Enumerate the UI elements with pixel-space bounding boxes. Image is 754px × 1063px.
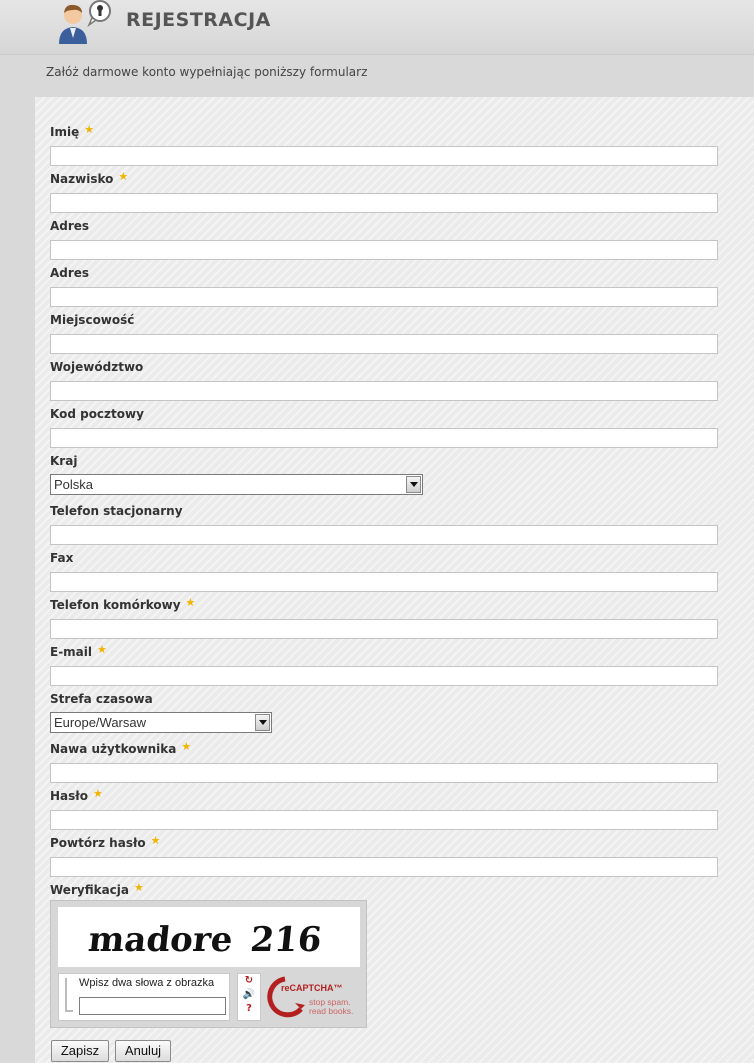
address-1-input[interactable] [50,240,718,260]
svg-text:stop spam.: stop spam. [309,997,351,1007]
required-star-icon: ★ [185,596,196,609]
recaptcha-logo [267,975,363,1021]
password-repeat-input[interactable] [50,857,718,877]
field-label: Adres [50,266,90,280]
bracket-decoration [65,978,73,1012]
field-first-name [50,123,718,166]
last-name-input[interactable] [50,193,718,213]
field-label: Kraj [50,454,78,468]
dropdown-arrow-icon[interactable] [406,476,421,493]
country-select[interactable] [50,474,423,495]
required-star-icon: ★ [150,834,161,847]
save-button[interactable]: Zapisz [51,1040,109,1062]
captcha-controls [237,973,261,1021]
refresh-icon[interactable]: ↻ [244,975,254,986]
mobile-input[interactable] [50,619,718,639]
field-password [50,787,718,830]
field-label: Kod pocztowy [50,407,144,421]
required-star-icon: ★ [92,787,103,800]
field-last-name [50,170,718,213]
page-subtitle: Załóż darmowe konto wypełniając poniższy formularz [46,65,368,79]
page-title: REJESTRACJA [126,9,271,31]
password-input[interactable] [50,810,718,830]
field-timezone [50,690,272,733]
audio-icon[interactable]: 🔊 [242,989,256,1000]
required-star-icon: ★ [118,170,129,183]
field-country [50,452,423,495]
field-address-1 [50,217,718,260]
field-label: Strefa czasowa [50,692,153,706]
svg-text:read books.: read books. [309,1006,354,1016]
captcha-image [58,907,360,967]
address-2-input[interactable] [50,287,718,307]
field-phone [50,502,718,545]
field-postal-code [50,405,718,448]
field-label: Adres [50,219,90,233]
timezone-select-value: Europe/Warsaw [54,715,146,730]
field-province [50,358,718,401]
first-name-input[interactable] [50,146,718,166]
field-label: Hasło ★ [50,787,103,803]
field-label: Imię ★ [50,123,95,139]
captcha-answer-box [58,973,230,1021]
postal-code-input[interactable] [50,428,718,448]
city-input[interactable] [50,334,718,354]
field-city [50,311,718,354]
cancel-button[interactable]: Anuluj [115,1040,171,1062]
field-label: Fax [50,551,74,565]
svg-text:reCAPTCHA™: reCAPTCHA™ [281,983,343,993]
field-verification [50,881,144,899]
field-label: Nawa użytkownika ★ [50,740,192,756]
country-select-value: Polska [54,477,94,492]
phone-input[interactable] [50,525,718,545]
captcha-word-2: 216 [248,920,324,960]
field-label: E-mail ★ [50,643,107,659]
help-icon[interactable]: ? [246,1003,252,1014]
field-label: Weryfikacja ★ [50,881,144,897]
province-input[interactable] [50,381,718,401]
captcha-word-1: madore [86,920,235,960]
required-star-icon: ★ [133,881,144,894]
field-label: Województwo [50,360,144,374]
recaptcha-widget [50,900,367,1028]
field-label: Telefon stacjonarny [50,504,183,518]
required-star-icon: ★ [181,740,192,753]
page-header [0,0,754,55]
field-label: Powtórz hasło ★ [50,834,161,850]
captcha-input[interactable] [79,997,226,1015]
captcha-instruction: Wpisz dwa słowa z obrazka [79,977,215,989]
required-star-icon: ★ [84,123,95,136]
timezone-select[interactable] [50,712,272,733]
dropdown-arrow-icon[interactable] [255,714,270,731]
field-password-repeat [50,834,718,877]
user-help-icon [56,0,116,46]
field-username [50,740,718,783]
field-mobile [50,596,718,639]
username-input[interactable] [50,763,718,783]
field-email [50,643,718,686]
field-label: Nazwisko ★ [50,170,129,186]
field-address-2 [50,264,718,307]
email-input[interactable] [50,666,718,686]
field-fax [50,549,718,592]
required-star-icon: ★ [97,643,107,656]
field-label: Telefon komórkowy ★ [50,596,196,612]
fax-input[interactable] [50,572,718,592]
field-label: Miejscowość [50,313,135,327]
